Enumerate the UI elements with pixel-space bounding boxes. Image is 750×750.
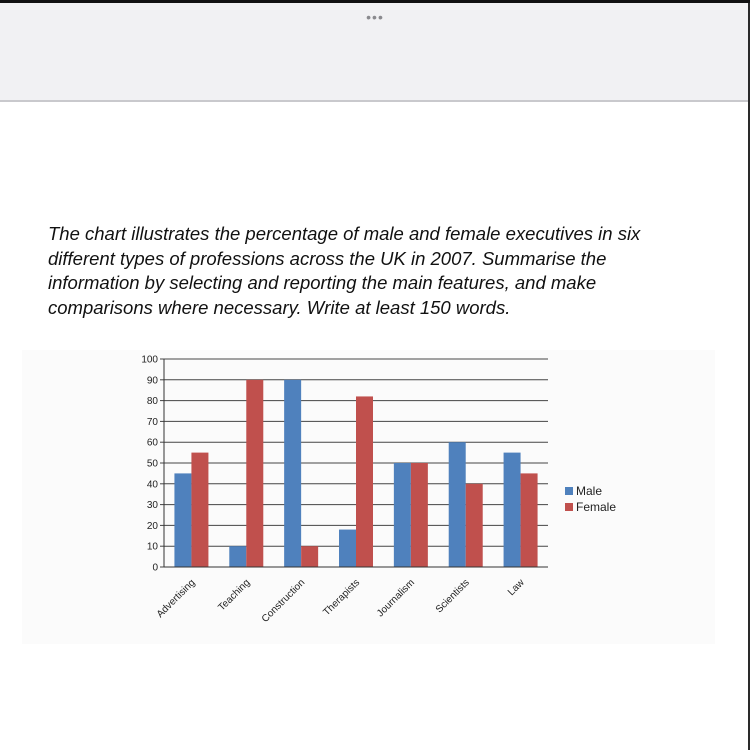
chart-legend bbox=[565, 484, 616, 514]
chart-panel bbox=[22, 350, 715, 644]
y-tick-label: 60 bbox=[146, 437, 158, 449]
bar-female-advertising bbox=[191, 453, 208, 567]
bar-male-law bbox=[504, 453, 521, 567]
x-category-label: Teaching bbox=[216, 577, 253, 614]
x-category-label: Advertising bbox=[154, 577, 198, 621]
bar-chart bbox=[22, 350, 715, 644]
y-tick-label: 90 bbox=[146, 375, 158, 387]
legend-label-female: Female bbox=[576, 500, 617, 514]
x-category-label: Construction bbox=[259, 577, 308, 625]
x-category-label: Law bbox=[505, 577, 527, 599]
x-category-label: Scientists bbox=[433, 577, 472, 616]
bar-male-advertising bbox=[174, 473, 191, 567]
bar-female-therapists bbox=[356, 396, 373, 567]
bar-male-construction bbox=[284, 380, 301, 567]
bar-male-therapists bbox=[339, 530, 356, 567]
y-tick-label: 70 bbox=[146, 416, 158, 428]
y-tick-label: 20 bbox=[146, 520, 158, 532]
bar-female-journalism bbox=[411, 463, 428, 567]
bar-female-teaching bbox=[246, 380, 263, 567]
legend-swatch-female bbox=[565, 503, 573, 511]
y-tick-label: 0 bbox=[152, 562, 158, 574]
y-tick-label: 80 bbox=[146, 396, 158, 408]
bar-female-law bbox=[521, 473, 538, 567]
legend-swatch-male bbox=[565, 487, 573, 495]
y-tick-label: 30 bbox=[146, 500, 158, 512]
bar-female-construction bbox=[301, 546, 318, 567]
bar-female-scientists bbox=[466, 484, 483, 567]
y-tick-label: 40 bbox=[146, 479, 158, 491]
y-tick-label: 100 bbox=[141, 354, 158, 366]
chart-bars bbox=[174, 380, 537, 567]
window-title-bar bbox=[0, 3, 750, 102]
y-tick-label: 50 bbox=[146, 458, 158, 470]
task-prompt: The chart illustrates the percentage of male and female executives in six different types of professions across the UK in 2007. Summarise the information by selecting and reporting the main features, and make comparisons where necessary. Write at least 150 words. bbox=[48, 223, 641, 318]
bar-male-scientists bbox=[449, 442, 466, 567]
bar-male-teaching bbox=[229, 546, 246, 567]
x-category-label: Therapists bbox=[321, 577, 363, 619]
legend-label-male: Male bbox=[576, 484, 603, 498]
x-category-label: Journalism bbox=[375, 577, 417, 620]
more-options-icon[interactable]: ••• bbox=[366, 9, 384, 25]
y-tick-label: 10 bbox=[146, 541, 158, 553]
bar-male-journalism bbox=[394, 463, 411, 567]
